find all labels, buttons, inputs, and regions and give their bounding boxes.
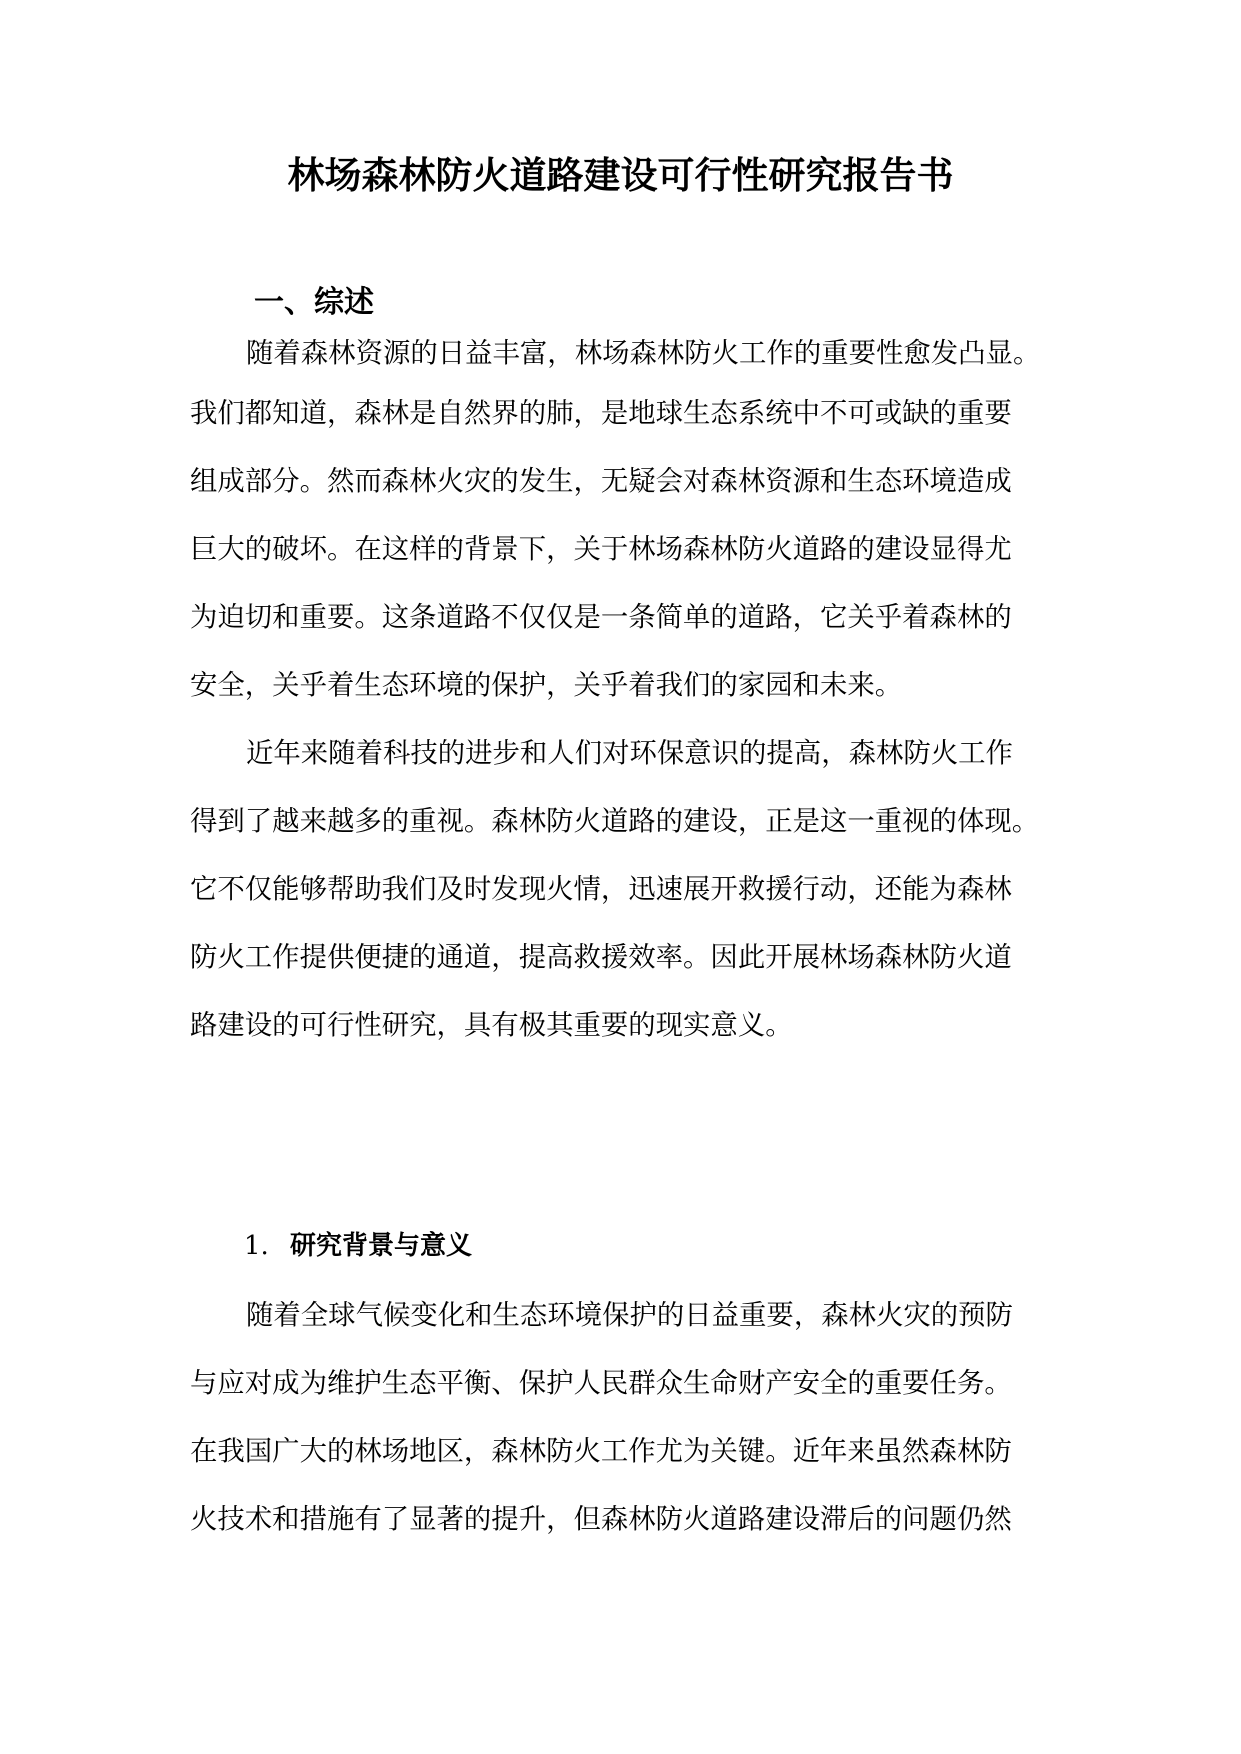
subsection-title: 研究背景与意义: [290, 1231, 473, 1261]
paragraph-line: 安全，关乎着生态环境的保护，关乎着我们的家园和未来。: [190, 670, 903, 701]
paragraph-line: 随着森林资源的日益丰富，林场森林防火工作的重要性愈发凸显。: [246, 338, 1041, 369]
paragraph-line: 火技术和措施有了显著的提升，但森林防火道路建设滞后的问题仍然: [190, 1504, 1012, 1535]
section-heading-overview: 一、综述: [254, 285, 374, 320]
paragraph-line: 在我国广大的林场地区，森林防火工作尤为关键。近年来虽然森林防: [190, 1436, 1012, 1467]
paragraph-line: 近年来随着科技的进步和人们对环保意识的提高，森林防火工作: [246, 738, 1013, 769]
paragraph-line: 巨大的破坏。在这样的背景下，关于林场森林防火道路的建设显得尤: [190, 534, 1012, 565]
document-title: 林场森林防火道路建设可行性研究报告书: [287, 154, 954, 197]
paragraph-line: 我们都知道，森林是自然界的肺，是地球生态系统中不可或缺的重要: [190, 398, 1012, 429]
paragraph-line: 为迫切和重要。这条道路不仅仅是一条简单的道路，它关乎着森林的: [190, 602, 1012, 633]
paragraph-line: 组成部分。然而森林火灾的发生，无疑会对森林资源和生态环境造成: [190, 466, 1012, 497]
paragraph-line: 与应对成为维护生态平衡、保护人民群众生命财产安全的重要任务。: [190, 1368, 1012, 1399]
paragraph-line: 它不仅能够帮助我们及时发现火情，迅速展开救援行动，还能为森林: [190, 874, 1012, 905]
paragraph-line: 路建设的可行性研究，具有极其重要的现实意义。: [190, 1010, 793, 1041]
subsection-number: 1.: [244, 1231, 269, 1261]
paragraph-line: 随着全球气候变化和生态环境保护的日益重要，森林火灾的预防: [246, 1300, 1013, 1331]
paragraph-line: 得到了越来越多的重视。森林防火道路的建设，正是这一重视的体现。: [190, 806, 1040, 837]
subsection-heading: [244, 1228, 472, 1264]
paragraph-line: 防火工作提供便捷的通道，提高救援效率。因此开展林场森林防火道: [190, 942, 1012, 973]
